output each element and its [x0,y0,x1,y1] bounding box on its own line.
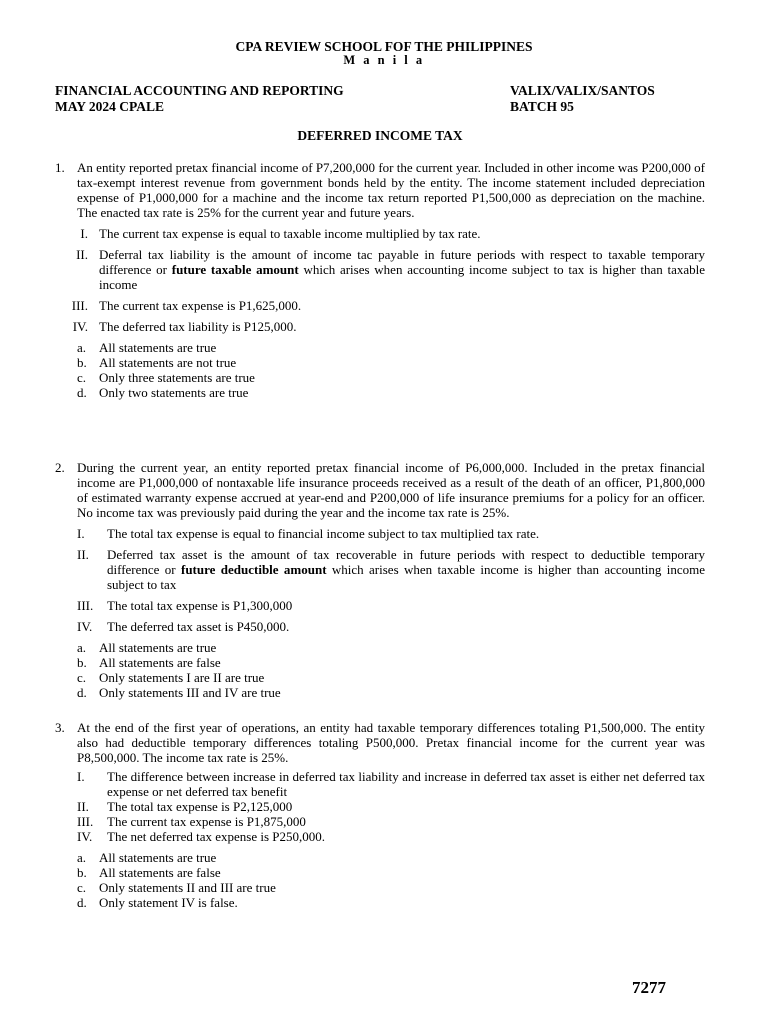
statement-text: The net deferred tax expense is P250,000. [107,829,326,844]
statement [66,298,705,313]
authors: VALIX/VALIX/SANTOS [510,83,655,98]
school-city: M a n i l a [343,53,425,67]
document-title: DEFERRED INCOME TAX [297,128,463,143]
question-number: 2. [55,460,65,475]
subject-title: FINANCIAL ACCOUNTING AND REPORTING [55,83,344,98]
page-number: 7277 [632,978,666,997]
choice-list [77,340,705,400]
statement-number: II. [77,547,89,562]
choice-b: b. All statements are false [77,655,221,670]
choice-c: c. Only statements II and III are true [77,880,276,895]
statement [77,814,705,829]
question-3 [55,720,705,910]
author-info [510,83,655,115]
school-name: CPA REVIEW SCHOOL FOF THE PHILIPPINES [235,39,533,54]
statement-text: The total tax expense is equal to financial income subject to tax multiplied tax rate. [107,526,540,541]
choice-a: a. All statements are true [77,850,217,865]
statement-text: Deferred tax asset is the amount of tax recoverable in future periods with respect to deductible temporary difference or future deductible amount which arises when taxable income is higher than accounting income subject to tax [107,547,706,592]
question-number: 1. [55,160,65,175]
statement-number: II. [76,247,88,262]
statement [77,619,705,634]
statement-number: III. [71,298,88,313]
question-text: During the current year, an entity reported pretax financial income of P6,000,000. Included in the pretax financial income are P1,000,000 of nontaxable life insurance proceeds received as a result of the death of an officer, P1,800,000 of estimated warranty expense accrued at year-end and P200,000 of life insurance premiums for a policy for an officer. No income tax was previously paid during the year and the income tax rate is 25%. [77,460,705,520]
statement-text: The current tax expense is P1,625,000. [99,298,302,313]
statement-text: Deferral tax liability is the amount of income tac payable in future periods with respect to taxable temporary difference or future taxable amount which arises when accounting income subject to tax is higher than taxable income [99,247,705,292]
question-text: At the end of the first year of operations, an entity had taxable temporary differences totaling P1,500,000. The entity also had deductible temporary differences totaling P500,000. Pretax financial income for the current year was P8,500,000. The income tax rate is 25%. [77,720,705,765]
statement-number: IV. [72,319,88,334]
statement-list [66,226,705,334]
choice-d: d. Only statement IV is false. [77,895,238,910]
batch: BATCH 95 [510,99,574,114]
statement-number: I. [80,226,88,241]
statement-number: I. [77,526,85,541]
question-2 [55,460,705,700]
statement [77,547,705,592]
statement-number: III. [77,814,94,829]
choice-list [77,640,705,700]
choice-d: d. Only statements III and IV are true [77,685,281,700]
statement-text: The deferred tax liability is P125,000. [99,319,297,334]
statement-text: The total tax expense is P1,300,000 [107,598,293,613]
choice-c: c. Only statements I are II are true [77,670,265,685]
choice-d: d. Only two statements are true [77,385,249,400]
statement-list [77,769,705,844]
statement [66,319,705,334]
statement-number: IV. [77,619,93,634]
course-info [55,83,344,115]
statement [77,526,705,541]
choice-b: b. All statements are not true [77,355,237,370]
statement-number: IV. [77,829,93,844]
question-1 [55,160,705,400]
statement [77,799,705,814]
question-number: 3. [55,720,65,735]
statement-text: The total tax expense is P2,125,000 [107,799,293,814]
choice-b: b. All statements are false [77,865,221,880]
choice-c: c. Only three statements are true [77,370,255,385]
statement [77,829,705,844]
statement-number: II. [77,799,89,814]
statement-number: I. [77,769,85,784]
statement-number: III. [77,598,94,613]
choice-a: a. All statements are true [77,340,217,355]
exam-period: MAY 2024 CPALE [55,99,165,114]
choice-a: a. All statements are true [77,640,217,655]
statement-text: The difference between increase in deferred tax liability and increase in deferred tax asset is either net deferred tax expense or net deferred tax benefit [107,769,705,799]
statement-text: The current tax expense is equal to taxable income multiplied by tax rate. [99,226,481,241]
question-text: An entity reported pretax financial income of P7,200,000 for the current year. Included in other income was P200,000 of tax-exempt interest revenue from government bonds held by the entity. The income statement included depreciation expense of P1,000,000 for a machine and the income tax return reported P1,500,000 as depreciation on the machine. The enacted tax rate is 25% for the current year and future years. [77,160,705,220]
statement [66,226,705,241]
statement-list [77,526,705,634]
statement [77,769,705,799]
statement [77,598,705,613]
statement-text: The current tax expense is P1,875,000 [107,814,306,829]
statement-text: The deferred tax asset is P450,000. [107,619,290,634]
statement [66,247,705,292]
choice-list [77,850,705,910]
